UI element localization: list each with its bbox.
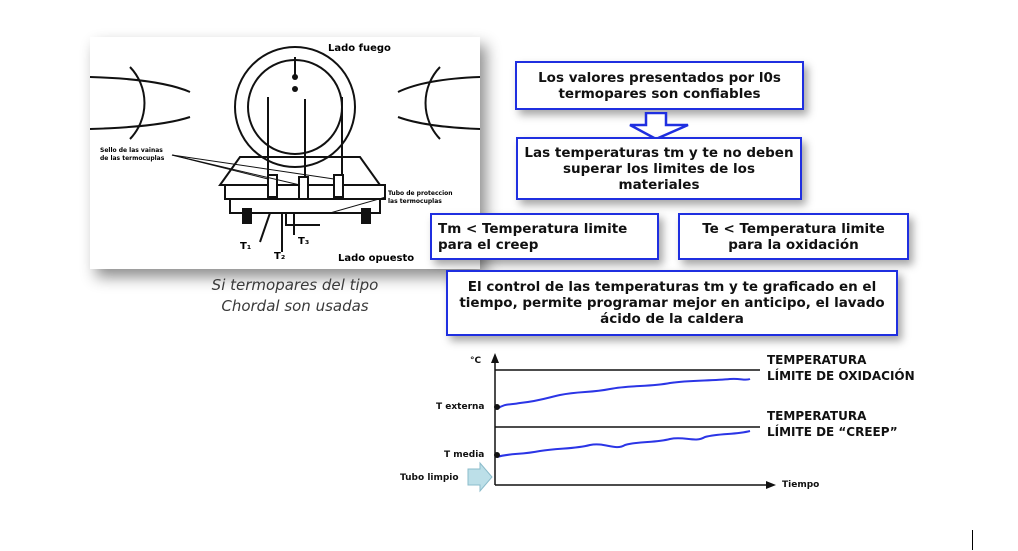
label-t1: T₁ [240, 241, 252, 252]
right-membrane-top [398, 77, 480, 92]
flow-box-temperature-limits: Las temperaturas tm y te no deben superar los limites de los materiales [516, 137, 802, 200]
label-t2: T₂ [274, 251, 286, 262]
oxidation-limit-label-1: TEMPERATURA [767, 353, 867, 367]
t-externa-label: T externa [436, 402, 485, 412]
label-lado-fuego: Lado fuego [328, 43, 391, 54]
t-media-point [494, 452, 500, 458]
label-tubo-1: Tubo de proteccion [388, 190, 453, 197]
t-media-curve [497, 431, 750, 457]
flow-box-oxidation-limit: Te < Temperatura limite para la oxidación [678, 213, 909, 260]
right-membrane-bottom [398, 117, 480, 129]
label-lado-opuesto: Lado opuesto [338, 253, 415, 264]
caption-line-2: Chordal son usadas [221, 297, 369, 315]
tube-diagram [90, 37, 480, 269]
text-cursor [972, 530, 973, 550]
creep-limit-label-2: LÍMITE DE “CREEP” [767, 425, 898, 439]
t-externa-curve [497, 379, 750, 409]
tubo-limpio-arrow-icon [468, 463, 492, 491]
flow-box-reliable-values: Los valores presentados por l0s termopares son confiables [515, 61, 804, 110]
label-tubo-2: las termocuplas [388, 198, 442, 205]
flow-box-control: El control de las temperaturas tm y te graficado en el tiempo, permite programar mejor en anticipo, el lavado ácido de la caldera [446, 270, 898, 336]
schematic-caption [190, 275, 400, 317]
y-axis-arrowhead [491, 353, 499, 363]
label-t3: T₃ [298, 236, 310, 247]
down-arrow-icon [628, 112, 690, 140]
t-externa-point [494, 404, 500, 410]
thermocouple-schematic [90, 37, 480, 269]
caption-line-1: Si termopares del tipo [211, 276, 379, 294]
x-axis-label: Tiempo [782, 480, 820, 490]
creep-limit-label-1: TEMPERATURA [767, 409, 867, 423]
x-axis-arrowhead [766, 481, 776, 489]
tubo-limpio-label: Tubo limpio [400, 473, 459, 483]
label-sello-1: Sello de las vainas [100, 147, 163, 154]
oxidation-limit-label-2: LÍMITE DE OXIDACIÓN [767, 369, 915, 383]
flow-box-creep-limit: Tm < Temperatura limite para el creep [430, 213, 659, 260]
y-unit-label: °C [470, 356, 482, 366]
t-media-label: T media [444, 450, 485, 460]
temperature-time-graph [380, 345, 940, 505]
label-sello-2: de las termocuplas [100, 155, 165, 162]
